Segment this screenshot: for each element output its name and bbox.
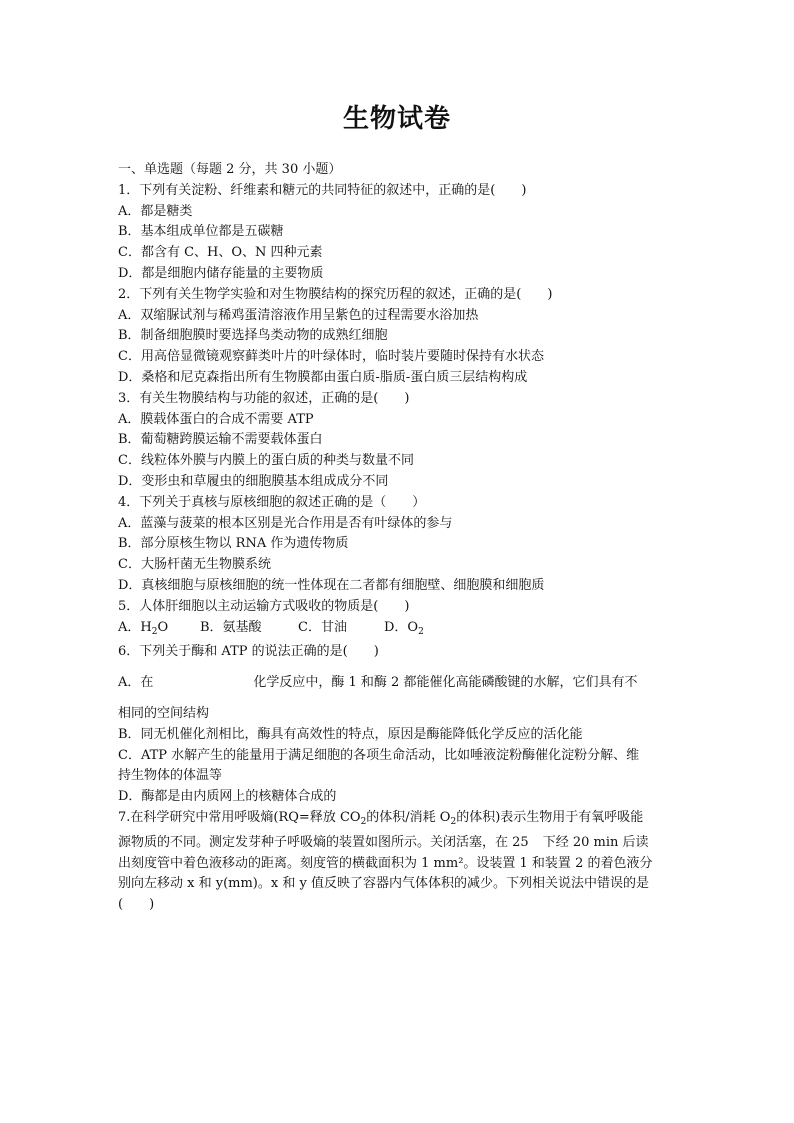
question-6-option-a: A．在 化学反应中，酶 1 和酶 2 都能催化高能磷酸键的水解，它们具有不 bbox=[118, 675, 638, 691]
question-4-stem: 4．下列关于真核与原核细胞的叙述正确的是（ ） bbox=[118, 494, 426, 510]
question-4-option-d: D．真核细胞与原核细胞的统一性体现在二者都有细胞壁、细胞膜和细胞质 bbox=[118, 577, 545, 593]
question-6-option-a-continued: 相同的空间结构 bbox=[118, 705, 210, 721]
question-5-option-b: B．氨基酸 bbox=[200, 619, 262, 635]
question-2-option-d: D．桑格和尼克森指出所有生物膜都由蛋白质-脂质-蛋白质三层结构构成 bbox=[118, 369, 528, 385]
question-4-option-c: C．大肠杆菌无生物膜系统 bbox=[118, 557, 271, 573]
question-5-option-d: D．$O_2$ bbox=[384, 619, 424, 637]
question-2-stem: 2．下列有关生物学实验和对生物膜结构的探究历程的叙述，正确的是( ) bbox=[118, 286, 553, 302]
question-1-option-d: D．都是细胞内储存能量的主要物质 bbox=[118, 265, 324, 281]
section-header: 一、单选题（每题 2 分，共 30 小题） bbox=[118, 162, 342, 177]
question-7-line-2: 源物质的不同。测定发芽种子呼吸熵的装置如图所示。关闭活塞，在 25 下经 20 min 后读 bbox=[118, 834, 649, 850]
question-2-option-b: B．制备细胞膜时要选择鸟类动物的成熟红细胞 bbox=[118, 328, 388, 344]
question-6-option-d: D．酶都是由内质网上的核糖体合成的 bbox=[118, 789, 337, 805]
question-1-stem: 1．下列有关淀粉、纤维素和糖元的共同特征的叙述中，正确的是( ) bbox=[118, 182, 527, 198]
question-6-option-c-continued: 持生物体的体温等 bbox=[118, 768, 223, 784]
question-6-option-c: C．ATP 水解产生的能量用于满足细胞的各项生命活动，比如唾液淀粉酶催化淀粉分解、维 bbox=[118, 747, 640, 763]
question-4-option-a: A．蓝藻与菠菜的根本区别是光合作用是否有叶绿体的参与 bbox=[118, 515, 453, 531]
question-7-line-3: 出刻度管中着色液移动的距离。刻度管的横截面积为 1 mm²。设装置 1 和装置 2 的着色液分 bbox=[118, 855, 653, 871]
page-title: 生物试卷 bbox=[342, 104, 451, 134]
question-1-option-b: B．基本组成单位都是五碳糖 bbox=[118, 224, 284, 240]
question-6-option-b: B．同无机催化剂相比，酶具有高效性的特点，原因是酶能降低化学反应的活化能 bbox=[118, 726, 583, 742]
question-4-option-b: B．部分原核生物以 RNA 作为遗传物质 bbox=[118, 536, 349, 552]
question-5-option-c: C．甘油 bbox=[298, 619, 347, 635]
question-7-line-5: ( ) bbox=[118, 897, 155, 913]
question-2-option-a: A．双缩脲试剂与稀鸡蛋清溶液作用呈紫色的过程需要水浴加热 bbox=[118, 307, 479, 323]
question-2-option-c: C．用高倍显微镜观察藓类叶片的叶绿体时，临时装片要随时保持有水状态 bbox=[118, 349, 544, 365]
question-5-options bbox=[118, 618, 678, 643]
question-3-stem: 3．有关生物膜结构与功能的叙述，正确的是( ) bbox=[118, 390, 410, 406]
question-6-stem: 6．下列关于酶和 ATP 的说法正确的是( ) bbox=[118, 644, 379, 660]
question-3-option-a: A．膜载体蛋白的合成不需要 ATP bbox=[118, 411, 314, 427]
question-7-line-4: 别向左移动 x 和 y(mm)。x 和 y 值反映了容器内气体体积的减少。下列相关说法中错误的是 bbox=[118, 876, 649, 892]
question-3-option-b: B．葡萄糖跨膜运输不需要载体蛋白 bbox=[118, 432, 323, 448]
question-5-stem: 5．人体肝细胞以主动运输方式吸收的物质是( ) bbox=[118, 598, 410, 614]
question-3-option-d: D．变形虫和草履虫的细胞膜基本组成成分不同 bbox=[118, 473, 389, 489]
question-7-line-1: 7.在科学研究中常用呼吸熵(RQ=释放 $CO_2$的体积/消耗 $O_2$的体积)表示生物用于有氧呼吸能 bbox=[118, 809, 644, 827]
question-1-option-a: A．都是糖类 bbox=[118, 203, 193, 219]
question-1-option-c: C．都含有 C、H、O、N 四种元素 bbox=[118, 245, 323, 261]
exam-content bbox=[118, 160, 678, 916]
question-5-option-a: A．$H_2O$ bbox=[118, 619, 169, 637]
question-3-option-c: C．线粒体外膜与内膜上的蛋白质的种类与数量不同 bbox=[118, 453, 414, 469]
